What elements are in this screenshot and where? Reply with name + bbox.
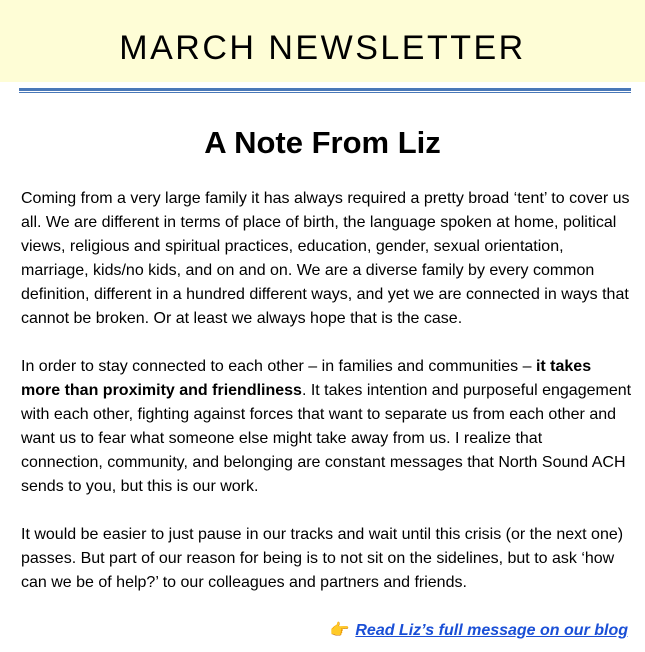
paragraph-connection xyxy=(21,355,633,499)
paragraph-line: It would be easier to just pause in our tracks and wait until this crisis (or the next one) xyxy=(21,526,624,543)
paragraph-text: In order to stay connected to each other – in families and communities – xyxy=(21,358,536,375)
paragraph-purpose xyxy=(21,523,633,595)
paragraph-line: passes. But part of our reason for being is to not sit on the sidelines, but to ask ‘how xyxy=(21,550,615,567)
paragraph-intro xyxy=(21,187,633,331)
paragraph-line: connection, community, and belonging are constant messages that North Sound ACH xyxy=(21,454,626,471)
paragraph-emphasis: more than proximity and friendliness xyxy=(21,382,302,399)
paragraph-line: with each other, fighting against forces that want to separate us from each other and xyxy=(21,406,617,423)
paragraph-line: sends to you, but this is our work. xyxy=(21,478,259,495)
paragraph-line: definition, different in a hundred different ways, and yet we are connected in ways that xyxy=(21,286,629,303)
newsletter-header xyxy=(0,0,645,82)
paragraph-line: can we be of help?’ to our colleagues and partners and friends. xyxy=(21,574,467,591)
blog-cta xyxy=(329,619,628,643)
note-title: A Note From Liz xyxy=(204,125,441,160)
paragraph-line: views, religious and spiritual practices, education, gender, sexual orientation, xyxy=(21,238,564,255)
pointing-hand-icon: 👉 xyxy=(329,622,350,639)
paragraph-line: Coming from a very large family it has always required a pretty broad ‘tent’ to cover us xyxy=(21,190,630,207)
paragraph-line xyxy=(21,355,633,379)
read-full-message-link[interactable]: Read Liz’s full message on our blog xyxy=(355,622,628,639)
paragraph-line: marriage, kids/no kids, and on and on. We are a diverse family by every common xyxy=(21,262,595,279)
paragraph-text: . It takes intention and purposeful engagement xyxy=(301,382,632,399)
paragraph-line: want us to fear what someone else might take away from us. I realize that xyxy=(21,430,543,447)
paragraph-line: cannot be broken. Or at least we always hope that is the case. xyxy=(21,310,463,327)
paragraph-line xyxy=(21,379,633,403)
paragraph-line: all. We are different in terms of place of birth, the language spoken at home, political xyxy=(21,214,617,231)
header-divider xyxy=(19,88,631,91)
header-divider-thin xyxy=(19,92,631,93)
newsletter-title: MARCH NEWSLETTER xyxy=(119,29,526,67)
paragraph-emphasis: it takes xyxy=(535,358,592,375)
